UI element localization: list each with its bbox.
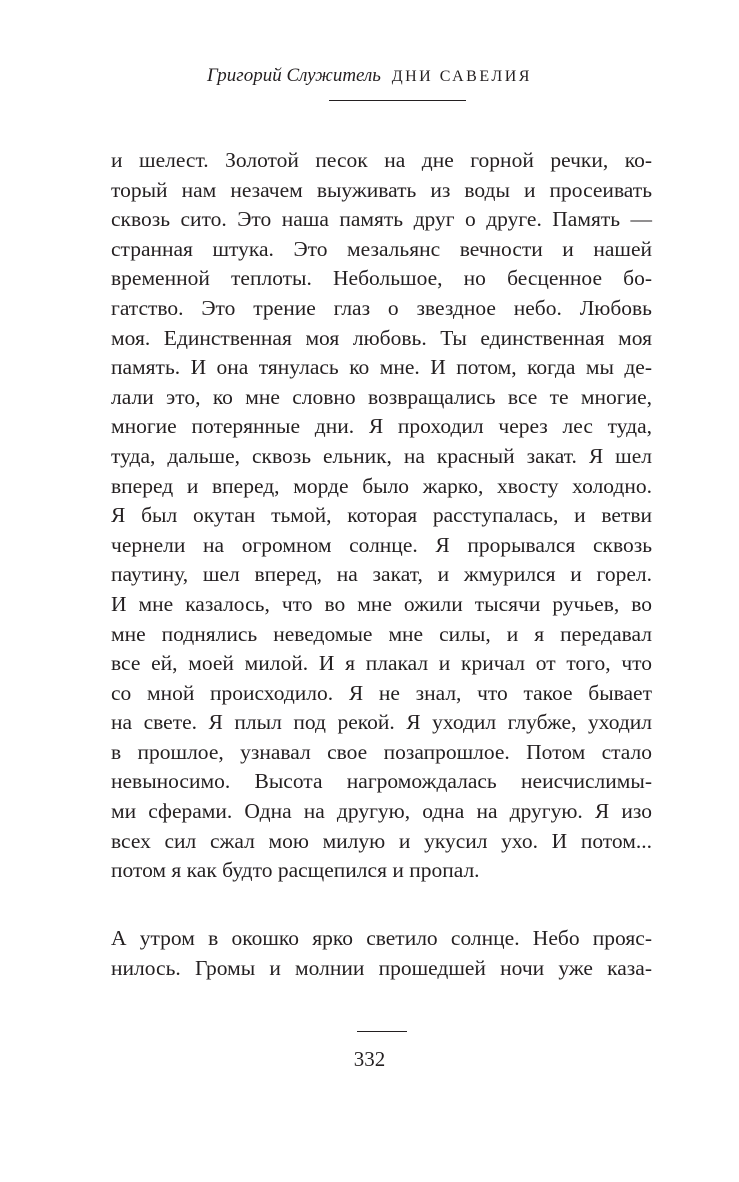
text-line: память. И она тянулась ко мне. И потом, когда мы де- <box>111 355 652 380</box>
text-line: гатство. Это трение глаз о звездное небо. Любовь <box>111 295 652 320</box>
text-line: потом я как будто расщепился и пропал. <box>111 858 480 883</box>
text-line: А утром в окошко ярко светило солнце. Небо прояс- <box>111 926 652 950</box>
text-line: лали это, ко мне словно возвращались все те многие, <box>111 384 652 409</box>
running-head <box>0 64 739 89</box>
text-line: туда, дальше, сквозь ельник, на красный закат. Я шел <box>111 443 652 468</box>
text-line: вперед и вперед, морде было жарко, хвосту холодно. <box>111 473 652 498</box>
running-head-book-title: ДНИ САВЕЛИЯ <box>391 68 532 85</box>
text-line: странная штука. Это мезальянс вечности и нашей <box>111 236 652 261</box>
text-line: со мной происходило. Я не знал, что такое бывает <box>111 680 652 705</box>
text-line: паутину, шел вперед, на закат, и жмурился и горел. <box>111 562 652 587</box>
text-line: невыносимо. Высота нагромождалась неисчислимы- <box>111 769 652 794</box>
text-line: все ей, моей милой. И я плакал и кричал от того, что <box>111 651 652 676</box>
paragraph <box>111 924 652 983</box>
text-line: многие потерянные дни. Я проходил через лес туда, <box>111 414 652 439</box>
text-line: Я был окутан тьмой, которая расступалась, и ветви <box>111 503 652 528</box>
text-line: всех сил сжал мою милую и укусил ухо. И потом... <box>111 828 652 853</box>
header-divider <box>329 100 466 101</box>
text-line: ми сферами. Одна на другую, одна на другую. Я изо <box>111 799 652 824</box>
page-number: 332 <box>353 1047 386 1071</box>
text-line: сквозь сито. Это наша память друг о друге. Память — <box>111 207 652 232</box>
text-line: И мне казалось, что во мне ожили тысячи ручьев, во <box>111 591 652 616</box>
text-line: в прошлое, узнавал свое позапрошлое. Потом стало <box>111 739 652 764</box>
running-head-author: Григорий Служитель <box>207 65 381 86</box>
text-line: временной теплоты. Небольшое, но бесценное бо- <box>111 266 652 291</box>
text-line: на свете. Я плыл под рекой. Я уходил глубже, уходил <box>111 710 652 735</box>
text-line: моя. Единственная моя любовь. Ты единственная моя <box>111 325 652 350</box>
text-line: мне поднялись неведомые мне силы, и я передавал <box>111 621 652 646</box>
footer-divider <box>357 1031 407 1032</box>
text-line: чернели на огромном солнце. Я прорывался сквозь <box>111 532 652 557</box>
text-line: торый нам незачем выуживать из воды и просеивать <box>111 177 652 202</box>
paragraph <box>111 146 652 886</box>
text-line: нилось. Громы и молнии прошедшей ночи уже каза- <box>111 955 652 980</box>
text-line: и шелест. Золотой песок на дне горной речки, ко- <box>111 148 652 172</box>
